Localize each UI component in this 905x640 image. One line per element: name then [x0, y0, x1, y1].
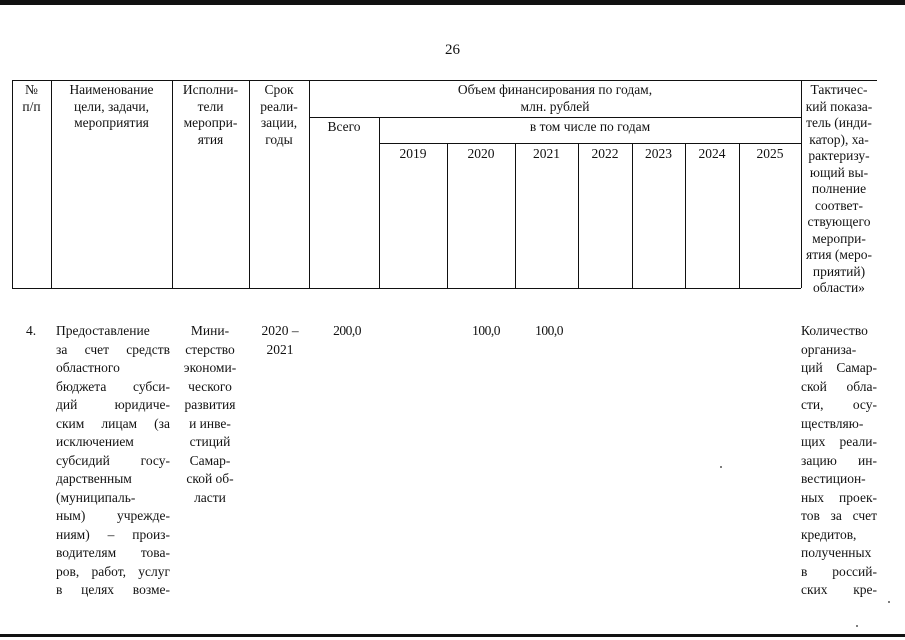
funding-subline — [309, 117, 801, 118]
row-indicator-line: полученных — [801, 545, 872, 560]
row-executor-line: экономи- — [183, 360, 237, 375]
col-indicator-header-line: ствующего — [807, 214, 871, 229]
row-total: 200,0 — [333, 323, 361, 338]
row-indicator-line: ций Самар- — [801, 360, 877, 375]
year-header: 2020 — [467, 146, 495, 161]
page-number: 26 — [445, 42, 460, 58]
col-term-header — [249, 82, 309, 148]
col-indicator-header-line: области» — [813, 280, 865, 295]
years-subline — [379, 143, 801, 144]
row-indicator — [801, 322, 877, 600]
col-indicator-header-line: кий показа- — [805, 98, 873, 114]
col-name-header-line: Наименование — [69, 82, 154, 97]
row-indicator-line: зацию ин- — [801, 452, 877, 468]
year-header: 2025 — [756, 146, 784, 161]
funding-header-line: млн. рублей — [520, 98, 590, 114]
col-indicator-header — [801, 82, 877, 297]
scan-speck — [720, 466, 722, 468]
row-executor-line: Мини- — [190, 323, 230, 338]
row-2020: 100,0 — [472, 323, 500, 338]
row-executor-line: Самар- — [189, 452, 231, 468]
row-indicator-line: ских кре- — [801, 582, 877, 597]
row-name-line: ным) учрежде- — [56, 508, 170, 523]
vline-10 — [685, 143, 686, 288]
row-name-line: дарственным — [56, 471, 132, 486]
col-term-header-line: реали- — [260, 98, 298, 114]
col-term-header-line: зации, — [260, 115, 298, 130]
row-executor — [176, 322, 244, 507]
row-executor-line: и инве- — [189, 415, 231, 431]
col-indicator-header-line: ющий вы- — [809, 164, 869, 180]
col-executors-header-line: Исполни- — [182, 82, 239, 97]
row-name-line: дий юридиче- — [56, 397, 170, 412]
year-header: 2021 — [533, 146, 560, 161]
col-name-header — [51, 82, 172, 132]
col-indicator-header-line: рактеризу- — [808, 148, 870, 163]
row-executor-line: стиций — [189, 434, 231, 449]
year-header: 2023 — [645, 146, 672, 161]
bottom-border — [0, 634, 905, 637]
row-indicator-line: ской обла- — [801, 378, 877, 394]
row-name-line: бюджета субси- — [56, 378, 170, 394]
row-name — [56, 322, 170, 600]
vline-6 — [447, 143, 448, 288]
vline-11 — [739, 143, 740, 288]
col-num-header-line: № — [25, 82, 38, 97]
header-top-line — [12, 80, 877, 81]
row-name-line: в целях возме- — [56, 582, 170, 597]
col-indicator-header-line: Тактичес- — [810, 82, 868, 97]
vline-9 — [632, 143, 633, 288]
scan-speck — [888, 601, 890, 603]
funding-header-line: Объем финансирования по годам, — [457, 82, 653, 97]
row-executor-line: ческого — [188, 378, 232, 394]
col-name-header-line: цели, задачи, — [74, 98, 149, 114]
col-indicator-header-line: ятия (меро- — [806, 247, 872, 262]
vline-7 — [515, 143, 516, 288]
scan-speck — [856, 625, 858, 627]
col-indicator-header-line: меропри- — [812, 230, 866, 246]
col-indicator-header-line: полнение — [811, 181, 867, 196]
row-name-line: ров, работ, услуг — [56, 563, 170, 579]
row-number: 4. — [26, 323, 37, 338]
row-name-line: ским лицам (за — [56, 415, 170, 431]
col-num-header-line: п/п — [22, 98, 41, 114]
row-name-line: за счет средств — [56, 341, 170, 357]
row-name-line: водителям това- — [56, 545, 170, 560]
vline-5 — [379, 117, 380, 288]
funding-header — [309, 82, 801, 115]
row-name-line: областного — [56, 360, 120, 375]
row-term — [252, 322, 308, 359]
header-bottom-line — [12, 288, 801, 289]
row-indicator-line: щих реали- — [801, 434, 877, 449]
col-executors-header-line: ятия — [197, 131, 224, 147]
row-indicator-line: ществляю- — [801, 415, 864, 431]
col-term-header-line: Срок — [264, 82, 294, 97]
row-indicator-line: вестицион- — [801, 471, 866, 486]
col-executors-header-line: меропри- — [183, 115, 238, 130]
total-header: Всего — [327, 119, 361, 134]
row-name-line: (муниципаль- — [56, 489, 136, 505]
row-executor-line: ской об- — [186, 471, 234, 486]
row-indicator-line: кредитов, — [801, 526, 857, 542]
col-indicator-header-line: соответ- — [815, 197, 863, 213]
col-indicator-header-line: приятий) — [812, 263, 866, 279]
row-executor-line: развития — [184, 397, 236, 412]
col-name-header-line: мероприятия — [74, 115, 149, 130]
row-indicator-line: в россий- — [801, 563, 877, 579]
row-name-line: ниям) – произ- — [56, 526, 170, 542]
row-term-line: 2020 – — [261, 323, 299, 338]
top-border — [0, 0, 905, 5]
row-term-line: 2021 — [266, 341, 294, 357]
row-executor-line: стерство — [185, 341, 235, 357]
col-num-header — [12, 82, 51, 115]
row-name-line: Предоставление — [56, 323, 150, 338]
row-executor-line: ласти — [194, 489, 226, 505]
row-indicator-line: ных проек- — [801, 489, 877, 505]
col-executors-header — [172, 82, 249, 148]
vline-8 — [578, 143, 579, 288]
row-indicator-line: тов за счет — [801, 508, 877, 523]
row-indicator-line: Количество — [801, 323, 868, 338]
year-header: 2024 — [698, 146, 726, 161]
col-indicator-header-line: тель (инди- — [806, 115, 872, 130]
year-header: 2019 — [399, 146, 427, 161]
col-indicator-header-line: катор), ха- — [809, 131, 869, 147]
by-years-header: в том числе по годам — [529, 119, 651, 134]
row-2021: 100,0 — [535, 323, 563, 338]
row-name-line: субсидий госу- — [56, 452, 170, 468]
year-header: 2022 — [591, 146, 619, 161]
col-term-header-line: годы — [265, 131, 293, 147]
row-name-line: исключением — [56, 434, 134, 449]
row-indicator-line: организа- — [801, 341, 857, 357]
col-executors-header-line: тели — [197, 98, 224, 114]
row-indicator-line: сти, осу- — [801, 397, 877, 412]
